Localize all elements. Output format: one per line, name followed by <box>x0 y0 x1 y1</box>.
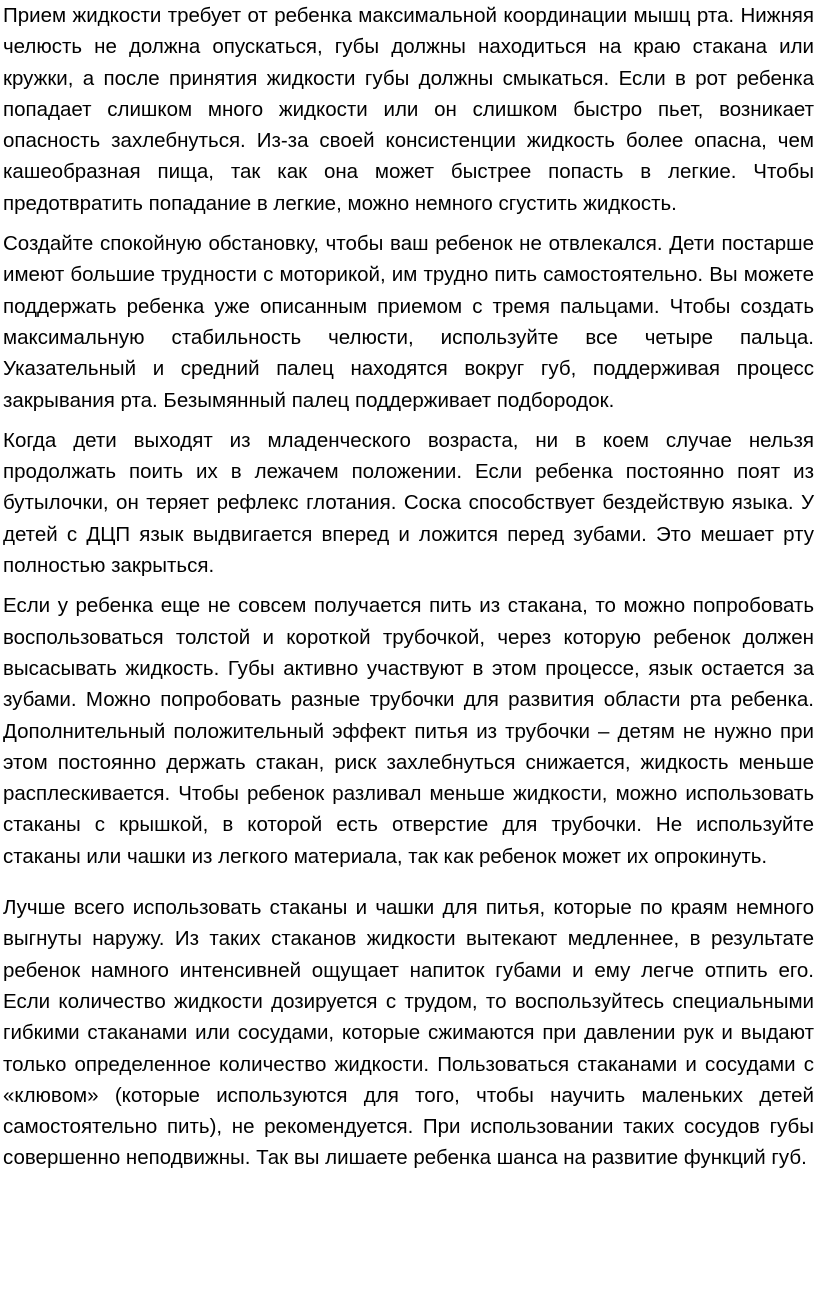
paragraph-3: Когда дети выходят из младенческого возраста, ни в коем случае нельзя продолжать поить их в лежачем положении. Если ребенка постоянно поят из бутылочки, он теряет рефлекс глотания. Соска способствует бездействую языка. У детей с ДЦП язык выдвигается вперед и ложится перед зубами. Это мешает рту полностью закрыться. <box>3 428 814 578</box>
paragraph-4: Если у ребенка еще не совсем получается пить из стакана, то можно попробовать воспользоваться толстой и короткой трубочкой, через которую ребенок должен высасывать жидкость. Губы активно участвуют в этом процессе, язык остается за зубами. Можно попробовать разные трубочки для развития области рта ребенка. Дополнительный положительный эффект питья из трубочки – детям не нужно при этом постоянно держать стакан, риск захлебнуться снижается, жидкость меньше расплескивается. Чтобы ребенок разливал меньше жидкости, можно использовать стаканы с крышкой, в которой есть отверстие для трубочки. Не используйте стаканы или чашки из легкого материала, так как ребенок может их опрокинуть. <box>3 594 814 868</box>
paragraph-1: Прием жидкости требует от ребенка максимальной координации мышц рта. Нижняя челюсть не должна опускаться, губы должны находиться на краю стакана или кружки, а после принятия жидкости губы должны смыкаться. Если в рот ребенка попадает слишком много жидкости или он слишком быстро пьет, возникает опасность захлебнуться. Из-за своей консистенции жидкость более опасна, чем кашеобразная пища, так как она может быстрее попасть в легкие. Чтобы предотвратить попадание в легкие, можно немного сгустить жидкость. <box>3 4 814 215</box>
paragraph-5: Лучше всего использовать стаканы и чашки для питья, которые по краям немного выгнуты наружу. Из таких стаканов жидкости вытекают медленнее, в результате ребенок намного интенсивней ощущает напиток губами и ему легче отпить его. Если количество жидкости дозируется с трудом, то воспользуйтесь специальными гибкими стаканами или сосудами, которые сжимаются при давлении рук и выдают только определенное количество жидкости. Пользоваться стаканами и сосудами с «клювом» (которые используются для того, чтобы научить маленьких детей самостоятельно пить), не рекомендуется. При использовании таких сосудов губы совершенно неподвижны. Так вы лишаете ребенка шанса на развитие функций губ. <box>3 896 814 1170</box>
paragraph-2: Создайте спокойную обстановку, чтобы ваш ребенок не отвлекался. Дети постарше имеют большие трудности с моторикой, им трудно пить самостоятельно. Вы можете поддержать ребенка уже описанным приемом с тремя пальцами. Чтобы создать максимальную стабильность челюсти, используйте все четыре пальца. Указательный и средний палец находятся вокруг губ, поддерживая процесс закрывания рта. Безымянный палец поддерживает подбородок. <box>3 232 814 412</box>
